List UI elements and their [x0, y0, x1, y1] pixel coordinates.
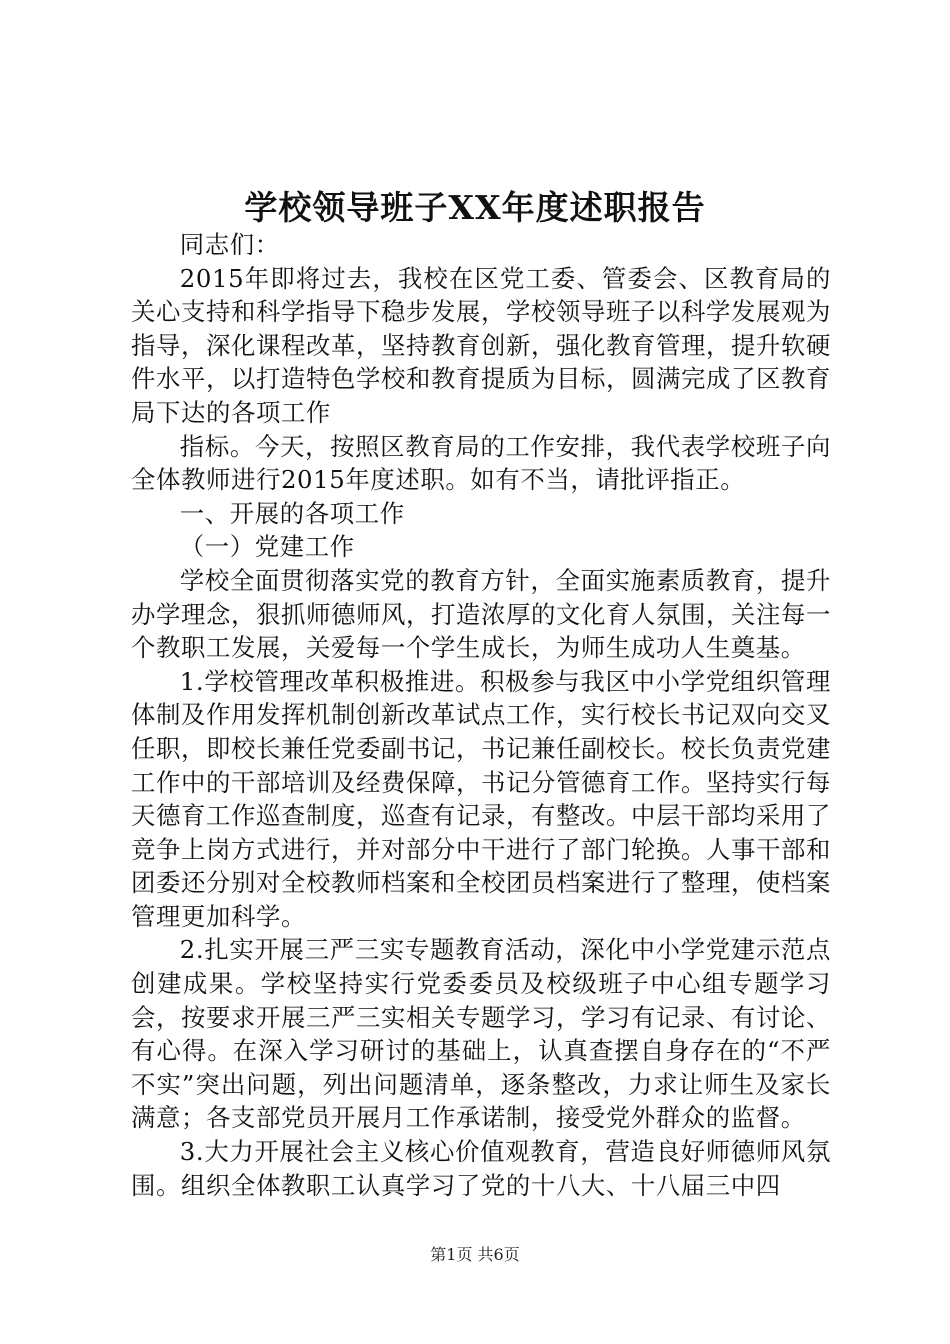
salutation-paragraph: 同志们： — [179, 230, 280, 259]
document-body — [131, 228, 831, 1202]
body-paragraph: 2015年即将过去，我校在区党工委、管委会、区教育局的关心支持和科学指导下稳步发展，学校领导班子以科学发展观为指导，深化课程改革，坚持教育创新，强化教育管理，提升软硬件水平，以打造特色学校和教育提质为目标，圆满完成了区教育局下达的各项工作 — [131, 263, 831, 427]
body-paragraph: 学校全面贯彻落实党的教育方针，全面实施素质教育，提升办学理念，狠抓师德师风，打造浓厚的文化育人氛围，关注每一个教职工发展，关爱每一个学生成长，为师生成功人生奠基。 — [131, 565, 831, 663]
body-paragraph: 指标。今天，按照区教育局的工作安排，我代表学校班子向全体教师进行2015年度述职。如有不当，请批评指正。 — [131, 431, 831, 495]
body-paragraph: 1.学校管理改革积极推进。积极参与我区中小学党组织管理体制及作用发挥机制创新改革试点工作，实行校长书记双向交叉任职，即校长兼任党委副书记，书记兼任副校长。校长负责党建工作中的干部培训及经费保障，书记分管德育工作。坚持实行每天德育工作巡查制度，巡查有记录，有整改。中层干部均采用了竞争上岗方式进行，并对部分中干进行了部门轮换。人事干部和团委还分别对全校教师档案和全校团员档案进行了整理，使档案管理更加科学。 — [131, 666, 831, 931]
document-title: 学校领导班子XX年度述职报告 — [244, 188, 706, 227]
body-paragraph: 2.扎实开展三严三实专题教育活动，深化中小学党建示范点创建成果。学校坚持实行党委委员及校级班子中心组专题学习会，按要求开展三严三实相关专题学习，学习有记录、有讨论、有心得。在深入学习研讨的基础上，认真查摆自身存在的“不严不实”突出问题，列出问题清单，逐条整改，力求让师生及家长满意；各支部党员开展月工作承诺制，接受党外群众的监督。 — [131, 935, 831, 1133]
subsection-heading: （一）党建工作 — [179, 532, 355, 562]
body-paragraph: 3.大力开展社会主义核心价值观教育，营造良好师德师风氛围。组织全体教职工认真学习了党的十八大、十八届三中四 — [131, 1137, 831, 1200]
page-number: 第1页 共6页 — [430, 1245, 520, 1264]
section-heading: 一、开展的各项工作 — [179, 498, 405, 528]
